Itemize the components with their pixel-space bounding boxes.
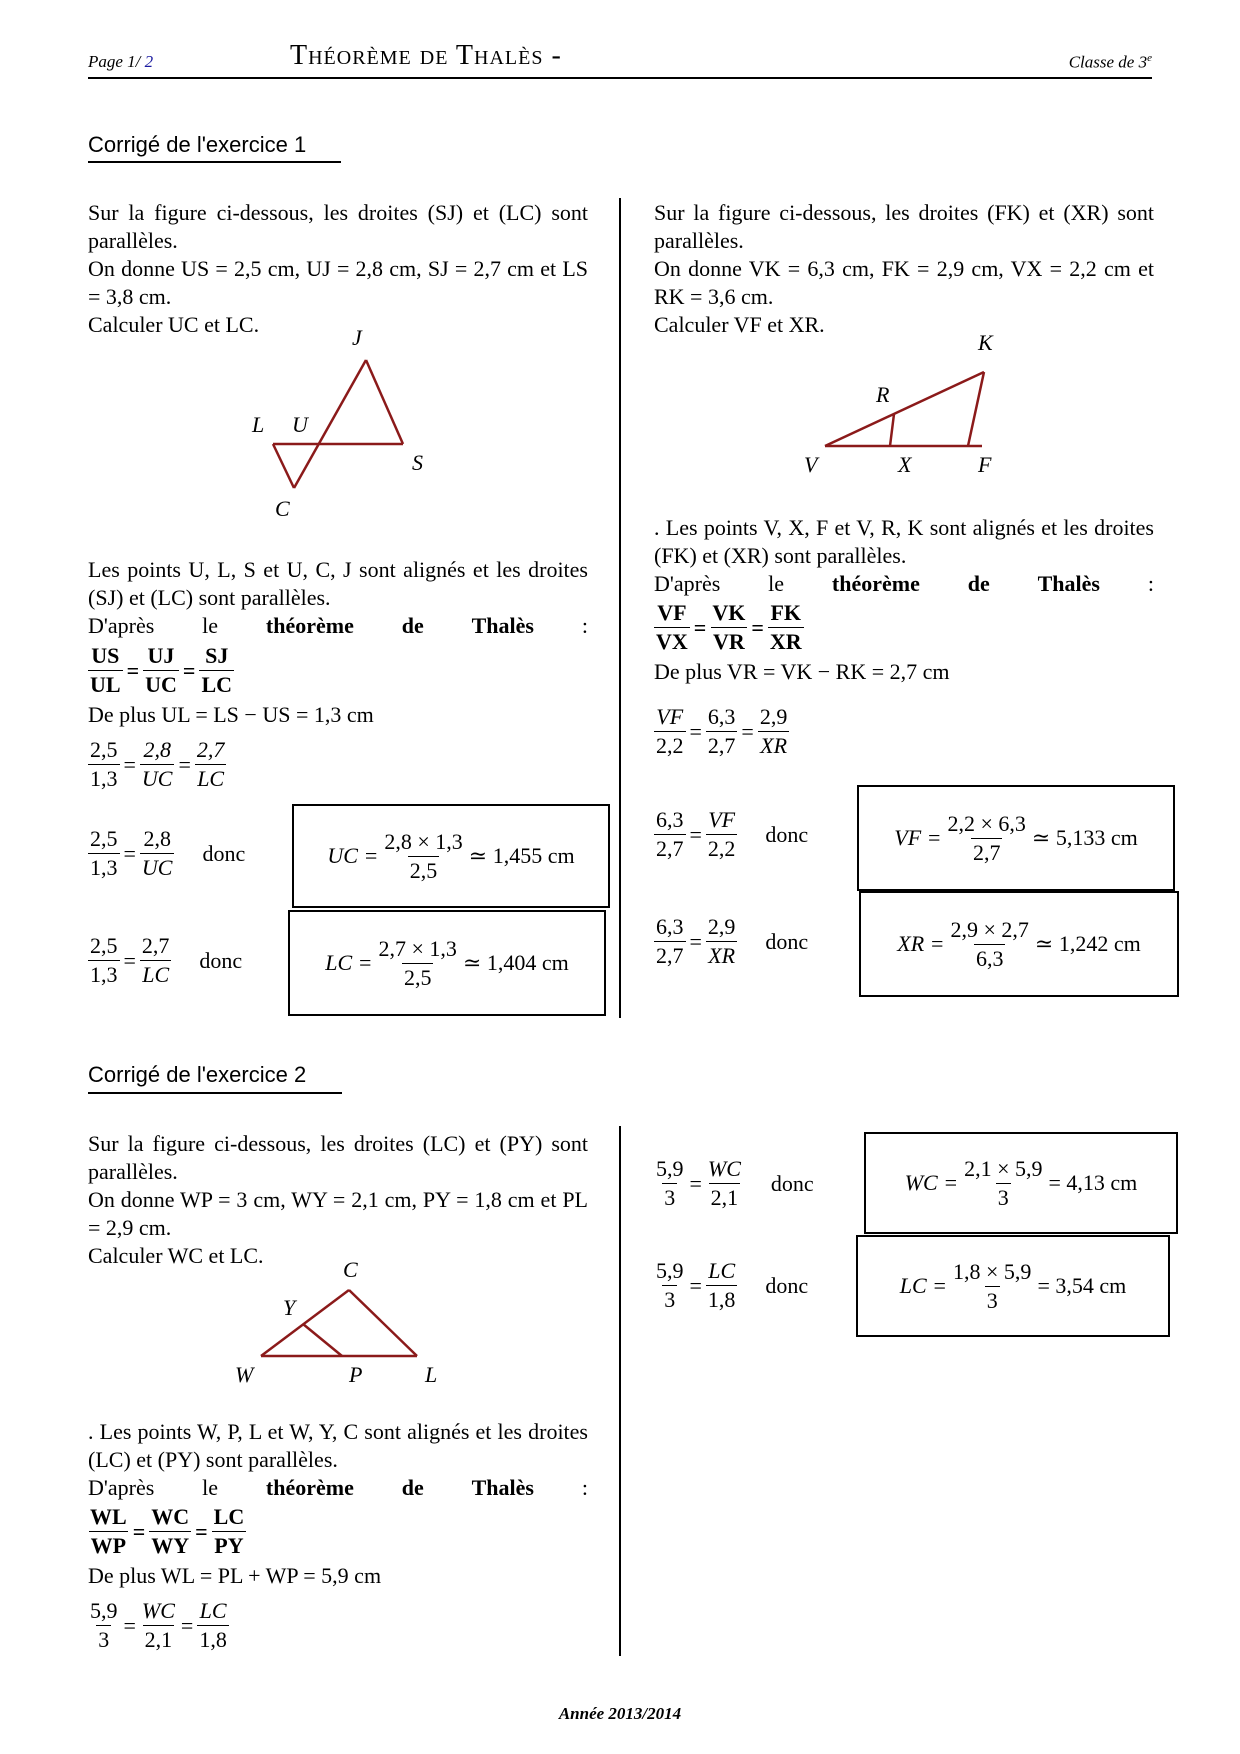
column-divider-ex1 xyxy=(619,198,621,1018)
fraction xyxy=(706,703,738,760)
fraction-numerator: VF xyxy=(656,704,684,729)
fraction-denominator: 1,8 xyxy=(199,1627,227,1652)
fraction xyxy=(140,1597,177,1654)
label-u: U xyxy=(292,412,308,437)
fraction-numerator: FK xyxy=(770,600,802,625)
fraction-numerator: VF xyxy=(708,807,736,832)
label-s: S xyxy=(412,450,423,475)
segment-kf xyxy=(968,372,984,446)
fraction xyxy=(140,736,175,793)
donc: donc xyxy=(202,840,246,866)
equals-sign: = xyxy=(180,1612,194,1638)
ex1-left-result1-box xyxy=(292,804,610,908)
label-l: L xyxy=(252,412,265,437)
fraction-denominator: 1,3 xyxy=(90,855,118,880)
segment-js xyxy=(366,360,403,444)
fraction-denominator: XR xyxy=(708,943,736,968)
le: le xyxy=(768,571,785,596)
result-lhs: WC = xyxy=(904,1170,959,1195)
equals-sign: = xyxy=(751,614,764,640)
fraction-denominator: WP xyxy=(90,1533,127,1558)
theoreme: théorème xyxy=(265,1475,354,1500)
fraction-numerator: 2,8 xyxy=(143,737,171,762)
fraction-denominator: WY xyxy=(151,1533,190,1558)
fraction-denominator: 2,2 xyxy=(656,733,684,758)
segment-lc xyxy=(273,444,294,488)
fraction-numerator: 1,8 × 5,9 xyxy=(953,1258,1032,1284)
fraction-numerator: SJ xyxy=(205,643,229,668)
result-rhs: ≃ 5,133 cm xyxy=(1031,825,1138,850)
fraction-numerator: 2,9 xyxy=(759,704,788,729)
donc: donc xyxy=(199,947,243,973)
label-v: V xyxy=(804,452,818,477)
equals-sign: = xyxy=(689,821,702,847)
fraction xyxy=(946,810,1028,867)
result-lhs: LC = xyxy=(325,950,373,975)
le: le xyxy=(202,613,219,638)
page-total-link[interactable]: 2 xyxy=(144,52,154,71)
colon: : xyxy=(1147,571,1154,596)
thales: Thalès xyxy=(471,1475,534,1500)
ex1-right-intro3: Calculer VF et XR. xyxy=(654,312,825,337)
fraction xyxy=(710,599,747,656)
fraction-numerator: WL xyxy=(90,1504,127,1529)
class-text: Classe de 3 xyxy=(1068,52,1148,72)
equals-sign: = xyxy=(123,947,136,973)
fraction xyxy=(88,736,120,793)
ex2-left-intro1: Sur la figure ci-dessous, les droites (LC) et (PY) sont parallèles. xyxy=(88,1131,588,1184)
equals-sign: = xyxy=(178,751,191,777)
fraction-denominator: LC xyxy=(197,766,225,791)
fraction xyxy=(88,825,120,882)
fraction xyxy=(88,1503,129,1560)
fraction-denominator: 3 xyxy=(997,1184,1009,1210)
fraction xyxy=(706,806,738,863)
ex1-left-deplus: De plus UL = LS − US = 1,3 cm xyxy=(88,702,374,727)
ex1-right-result1-box xyxy=(857,785,1175,891)
label-c: C xyxy=(275,496,290,521)
de: de xyxy=(967,571,990,596)
fraction-denominator: UC xyxy=(141,766,173,791)
ex2-left-ratio xyxy=(88,1503,246,1560)
class-label xyxy=(1069,52,1152,73)
result-lhs: LC = xyxy=(899,1273,948,1298)
segment-wc xyxy=(261,1290,349,1356)
colon: : xyxy=(581,613,588,638)
fraction-denominator: 2,7 xyxy=(656,836,684,861)
label-p: P xyxy=(349,1362,363,1387)
donc: donc xyxy=(765,821,809,847)
ex1-right-figure xyxy=(790,330,1020,480)
fraction xyxy=(197,1597,229,1654)
ex1-left-intro3: Calculer UC et LC. xyxy=(88,312,260,337)
equals-sign: = xyxy=(123,1612,136,1638)
fraction-denominator: XR xyxy=(760,733,788,758)
fraction-denominator: 2,7 xyxy=(707,733,736,758)
label-x: X xyxy=(898,452,912,477)
page-label: Page 1/ xyxy=(88,52,141,71)
fraction-numerator: 5,9 xyxy=(656,1258,684,1283)
ex2-right-calc2 xyxy=(654,1257,808,1314)
section-underline-ex2 xyxy=(88,1092,342,1094)
fraction xyxy=(140,932,172,989)
segment-cl xyxy=(349,1290,417,1356)
equals-sign: = xyxy=(123,751,136,777)
fraction xyxy=(382,828,464,885)
donc: donc xyxy=(765,1272,809,1298)
label-k: K xyxy=(978,330,993,355)
ex2-left-intro3: Calculer WC et LC. xyxy=(88,1243,264,1268)
footer-year: Année 2013/2014 xyxy=(558,1704,682,1723)
fraction-numerator: 6,3 xyxy=(656,914,684,939)
fraction-numerator: 2,5 xyxy=(90,933,118,958)
ex1-left-aligned: Les points U, L, S et U, C, J sont alignés et les droites (SJ) et (LC) sont parallèles. xyxy=(88,557,588,610)
fraction-denominator: 1,3 xyxy=(90,766,118,791)
fraction xyxy=(951,1258,1033,1315)
fraction xyxy=(654,913,686,970)
fraction-denominator: 2,7 xyxy=(656,943,684,968)
result-rhs: ≃ 1,404 cm xyxy=(462,950,569,975)
label-w: W xyxy=(235,1362,254,1387)
ex2-right-result1-box xyxy=(864,1132,1178,1234)
ex1-right-calc2 xyxy=(654,913,808,970)
ex1-right-statement xyxy=(654,199,1154,339)
ex2-right-result2-box xyxy=(856,1235,1170,1337)
ex1-left-calc1 xyxy=(88,825,245,882)
fraction-denominator: 3 xyxy=(98,1627,110,1652)
fraction xyxy=(377,935,459,992)
fraction-denominator: 2,5 xyxy=(403,964,432,990)
fraction-denominator: 6,3 xyxy=(975,945,1004,971)
fraction-numerator: 5,9 xyxy=(656,1156,684,1181)
ex1-left-result2-box xyxy=(288,910,606,1016)
fraction-denominator: PY xyxy=(214,1533,244,1558)
fraction-denominator: 1,3 xyxy=(90,962,118,987)
fraction-denominator: 2,1 xyxy=(144,1627,173,1652)
ex1-right-aligned: . Les points V, X, F et V, R, K sont alignés et les droites (FK) et (XR) sont parallèles. xyxy=(654,515,1154,568)
fraction xyxy=(143,642,179,699)
ex1-right-calc1 xyxy=(654,806,808,863)
ex1-left-ratio xyxy=(88,642,234,699)
ex1-left-statement xyxy=(88,199,588,339)
fraction-numerator: 2,7 xyxy=(141,933,170,958)
ex2-left-num-ratio xyxy=(88,1597,229,1654)
segment-yp xyxy=(303,1324,342,1356)
thales: Thalès xyxy=(1037,571,1100,596)
donc: donc xyxy=(770,1170,814,1196)
ex1-right-ratio xyxy=(654,599,804,656)
fraction-denominator: 2,7 xyxy=(972,839,1001,865)
fraction xyxy=(654,703,686,760)
fraction-denominator: VR xyxy=(712,629,745,654)
fraction-denominator: UL xyxy=(90,672,121,697)
fraction-numerator: UJ xyxy=(147,643,175,668)
fraction xyxy=(199,642,234,699)
section-underline-ex1 xyxy=(88,161,341,163)
fraction-denominator: 3 xyxy=(664,1185,676,1210)
fraction-numerator: 6,3 xyxy=(656,807,684,832)
fraction-numerator: 2,2 × 6,3 xyxy=(947,810,1026,836)
fraction xyxy=(88,932,120,989)
result-rhs: ≃ 1,455 cm xyxy=(468,843,575,868)
fraction xyxy=(140,825,175,882)
ex2-left-intro2: On donne WP = 3 cm, WY = 2,1 cm, PY = 1,8 cm et PL = 2,9 cm. xyxy=(88,1187,588,1240)
le: le xyxy=(202,1475,219,1500)
ex1-right-result2-box xyxy=(859,891,1179,997)
de: de xyxy=(401,613,424,638)
label-r: R xyxy=(876,382,890,407)
equals-sign: = xyxy=(132,1518,146,1544)
fraction-numerator: LC xyxy=(708,1258,736,1283)
column-divider-ex2 xyxy=(619,1126,621,1656)
ex1-right-intro1: Sur la figure ci-dessous, les droites (FK) et (XR) sont parallèles. xyxy=(654,200,1154,253)
fraction-numerator: US xyxy=(91,643,120,668)
fraction xyxy=(88,1597,120,1654)
fraction xyxy=(212,1503,247,1560)
fraction xyxy=(706,1257,738,1314)
fraction-numerator: WC xyxy=(151,1504,190,1529)
ex1-left-calc2 xyxy=(88,932,242,989)
colon: : xyxy=(581,1475,588,1500)
result-lhs: VF = xyxy=(894,825,942,850)
fraction-numerator: VK xyxy=(712,600,746,625)
fraction xyxy=(654,599,690,656)
page-title: Théorème de Thalès - xyxy=(290,40,562,71)
thales: Thalès xyxy=(471,613,534,638)
fraction-numerator: WC xyxy=(707,1156,741,1181)
ex2-right-calc1 xyxy=(654,1155,814,1212)
fraction xyxy=(654,1155,686,1212)
fraction-numerator: 2,8 xyxy=(143,826,171,851)
label-l: L xyxy=(425,1362,438,1387)
ex2-left-dapres xyxy=(88,1474,588,1502)
ex1-right-deplus: De plus VR = VK − RK = 2,7 cm xyxy=(654,659,950,684)
fraction-denominator: UC xyxy=(141,855,173,880)
fraction-numerator: LC xyxy=(199,1598,227,1623)
fraction xyxy=(149,1503,191,1560)
fraction-denominator: XR xyxy=(769,629,802,654)
result-lhs: UC = xyxy=(327,843,379,868)
ex1-right-dapres xyxy=(654,570,1154,598)
equals-sign: = xyxy=(689,718,702,744)
fraction xyxy=(768,599,804,656)
fraction xyxy=(654,1257,686,1314)
ex1-right-intro2: On donne VK = 6,3 cm, FK = 2,9 cm, VX = 2,2 cm et RK = 3,6 cm. xyxy=(654,256,1154,309)
fraction-numerator: 2,7 xyxy=(196,737,225,762)
fraction-numerator: 5,9 xyxy=(90,1598,118,1623)
fraction xyxy=(706,913,738,970)
fraction-denominator: UC xyxy=(145,672,177,697)
equals-sign: = xyxy=(195,1518,208,1544)
fraction-numerator: 2,7 × 1,3 xyxy=(378,935,457,961)
ex2-left-statement xyxy=(88,1130,588,1270)
donc: donc xyxy=(765,928,809,954)
result-lhs: XR = xyxy=(897,931,945,956)
label-j: J xyxy=(352,325,362,350)
fraction-denominator: 2,1 xyxy=(710,1185,739,1210)
fraction-denominator: 2,2 xyxy=(707,836,736,861)
label-c: C xyxy=(343,1257,358,1282)
de: de xyxy=(401,1475,424,1500)
label-y: Y xyxy=(283,1295,296,1320)
fraction xyxy=(88,642,123,699)
section-title-ex1: Corrigé de l'exercice 1 xyxy=(88,132,307,157)
ex2-left-deplus: De plus WL = PL + WP = 5,9 cm xyxy=(88,1563,382,1588)
class-sup: e xyxy=(1147,52,1152,64)
segment-vk xyxy=(825,372,984,446)
fraction-numerator: LC xyxy=(213,1504,245,1529)
fraction-denominator: 3 xyxy=(664,1287,676,1312)
page-number xyxy=(88,52,153,72)
section-title-ex2: Corrigé de l'exercice 2 xyxy=(88,1062,307,1087)
equals-sign: = xyxy=(693,614,707,640)
fraction xyxy=(195,736,227,793)
fraction-numerator: WC xyxy=(141,1598,175,1623)
fraction-denominator: LC xyxy=(201,672,232,697)
dapres: D'après xyxy=(88,1475,155,1500)
fraction-numerator: VF xyxy=(657,600,687,625)
dapres: D'après xyxy=(88,613,155,638)
fraction-denominator: LC xyxy=(142,962,170,987)
segment-rx xyxy=(890,414,894,446)
ex2-left-figure xyxy=(225,1255,465,1395)
fraction-denominator: VX xyxy=(656,629,688,654)
label-f: F xyxy=(978,452,992,477)
equals-sign: = xyxy=(182,657,196,683)
fraction-denominator: 1,8 xyxy=(707,1287,736,1312)
fraction-numerator: 6,3 xyxy=(707,704,736,729)
equals-sign: = xyxy=(123,840,136,866)
fraction-numerator: 2,9 xyxy=(707,914,736,939)
ex1-left-dapres xyxy=(88,612,588,640)
fraction xyxy=(949,916,1031,973)
equals-sign: = xyxy=(689,1272,702,1298)
fraction xyxy=(654,806,686,863)
ex2-left-aligned: . Les points W, P, L et W, Y, C sont alignés et les droites (LC) et (PY) sont parallèles. xyxy=(88,1419,588,1472)
equals-sign: = xyxy=(126,657,140,683)
fraction xyxy=(758,703,790,760)
theoreme: théorème xyxy=(831,571,920,596)
fraction-numerator: 2,9 × 2,7 xyxy=(950,916,1029,942)
header-rule xyxy=(88,77,1152,79)
equals-sign: = xyxy=(689,1170,702,1196)
result-rhs: = 4,13 cm xyxy=(1048,1170,1138,1195)
fraction-denominator: 3 xyxy=(986,1287,998,1313)
ex1-right-num-ratio xyxy=(654,703,789,760)
theoreme: théorème xyxy=(265,613,354,638)
fraction-numerator: 2,5 xyxy=(90,737,118,762)
ex1-left-intro2: On donne US = 2,5 cm, UJ = 2,8 cm, SJ = 2,7 cm et LS = 3,8 cm. xyxy=(88,256,588,309)
fraction-numerator: 2,8 × 1,3 xyxy=(384,828,463,854)
fraction-numerator: 2,1 × 5,9 xyxy=(964,1155,1043,1181)
fraction-numerator: 2,5 xyxy=(90,826,118,851)
ex1-left-num-ratio xyxy=(88,736,226,793)
result-rhs: = 3,54 cm xyxy=(1037,1273,1127,1298)
fraction xyxy=(962,1155,1044,1212)
dapres: D'après xyxy=(654,571,721,596)
equals-sign: = xyxy=(741,718,754,744)
fraction-denominator: 2,5 xyxy=(409,857,438,883)
result-rhs: ≃ 1,242 cm xyxy=(1034,931,1141,956)
ex1-left-intro1: Sur la figure ci-dessous, les droites (SJ) et (LC) sont parallèles. xyxy=(88,200,588,253)
fraction xyxy=(706,1155,743,1212)
equals-sign: = xyxy=(689,928,702,954)
ex1-left-figure xyxy=(240,320,460,530)
